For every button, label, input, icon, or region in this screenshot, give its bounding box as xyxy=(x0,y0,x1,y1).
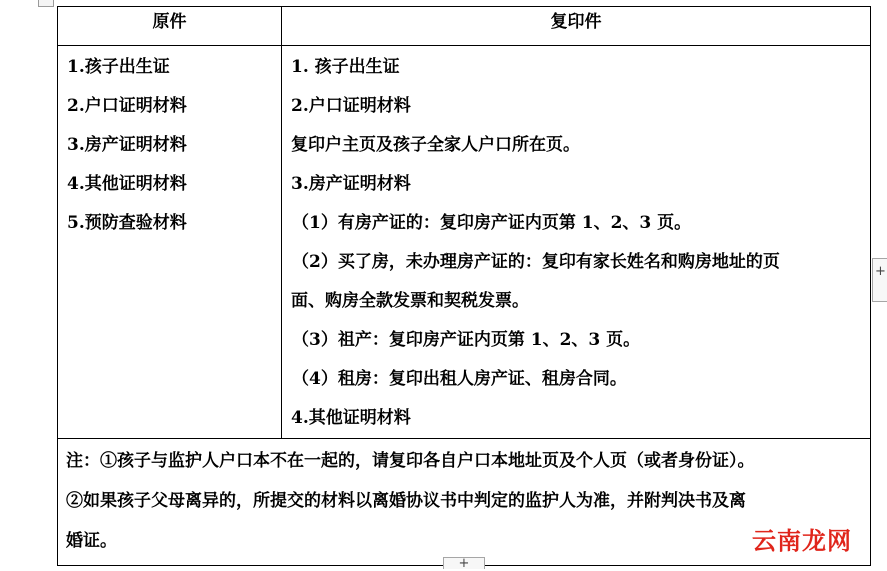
copy-item: 2.户口证明材料 xyxy=(291,96,411,116)
copy-item: 面、购房全款发票和契税发票。 xyxy=(291,291,529,311)
copy-item: （2）买了房，未办理房产证的：复印有家长姓名和购房地址的页 xyxy=(292,252,780,272)
table-body-row xyxy=(58,46,871,439)
copy-item: 3.房产证明材料 xyxy=(291,174,411,194)
table-header-row xyxy=(58,7,871,46)
copy-item: 1. 孩子出生证 xyxy=(291,57,400,77)
add-row-handle[interactable]: + xyxy=(443,557,485,569)
original-item: 5.预防查验材料 xyxy=(67,213,187,233)
copies-cell[interactable] xyxy=(282,46,871,439)
original-item: 3.房产证明材料 xyxy=(67,135,187,155)
original-item: 2.户口证明材料 xyxy=(67,96,187,116)
copy-item: 复印户主页及孩子全家人户口所在页。 xyxy=(291,135,580,155)
note-line: 注：①孩子与监护人户口本不在一起的，请复印各自户口本地址页及个人页（或者身份证）。 xyxy=(66,451,755,471)
originals-cell[interactable] xyxy=(58,46,282,439)
table-note-row xyxy=(58,439,871,566)
copy-item: （3）祖产：复印房产证内页第 1、2、3 页。 xyxy=(292,330,641,350)
note-cell[interactable] xyxy=(58,439,871,566)
copy-item: 4.其他证明材料 xyxy=(291,408,411,428)
note-line: ②如果孩子父母离异的，所提交的材料以离婚协议书中判定的监护人为准，并附判决书及离 xyxy=(66,491,746,511)
original-item: 4.其他证明材料 xyxy=(67,174,187,194)
header-originals: 原件 xyxy=(58,7,282,46)
header-copies: 复印件 xyxy=(282,7,871,46)
table-move-handle[interactable] xyxy=(38,0,54,7)
copy-item: （4）租房：复印出租人房产证、租房合同。 xyxy=(292,369,627,389)
copy-item: （1）有房产证的：复印房产证内页第 1、2、3 页。 xyxy=(292,213,692,233)
add-column-handle[interactable]: + xyxy=(872,258,887,302)
note-line: 婚证。 xyxy=(66,531,117,551)
documents-table xyxy=(57,6,871,566)
original-item: 1.孩子出生证 xyxy=(67,57,170,77)
site-watermark-logo: 云南龙网 xyxy=(752,527,852,555)
